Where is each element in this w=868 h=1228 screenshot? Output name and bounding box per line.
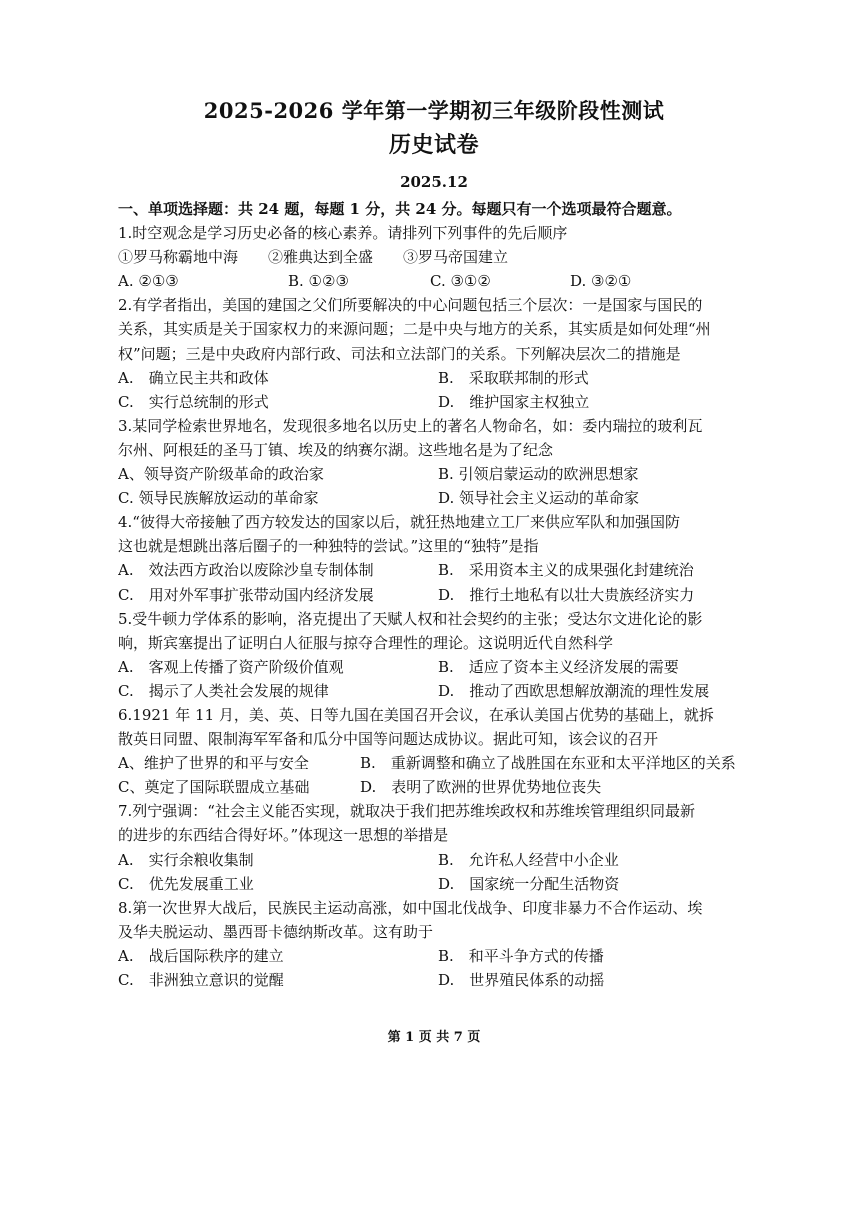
q1-stem: 1.时空观念是学习历史必备的核心素养。请排列下列事件的先后顺序: [118, 224, 568, 243]
q4-options-row-2: [118, 583, 742, 607]
q8-option-a: A. 战后国际秩序的建立: [118, 946, 284, 965]
q5-option-a: A. 客观上传播了资产阶级价值观: [118, 657, 344, 676]
q7-options-row-1: [118, 848, 742, 872]
q1-option-a: A. ②①③: [118, 272, 179, 291]
q7-options-row-2: [118, 872, 742, 896]
q4-option-c: C. 用对外军事扩张带动国内经济发展: [118, 585, 374, 604]
q7-option-b: B. 允许私人经营中小企业: [438, 850, 619, 869]
q1-option-b: B. ①②③: [288, 272, 349, 291]
q8-stem-line-2: 及华夫脱运动、墨西哥卡德纳斯改革。这有助于: [118, 922, 434, 941]
q6-stem-line-1: 6.1921 年 11 月，美、英、日等九国在美国召开会议，在承认美国占优势的基础上，就拆: [118, 705, 714, 724]
q8-option-b: B. 和平斗争方式的传播: [438, 946, 604, 965]
q4-option-b: B. 采用资本主义的成果强化封建统治: [438, 561, 694, 580]
q7-stem-line-2: 的进步的东西结合得好坏。”体现这一思想的举措是: [118, 826, 449, 845]
q6-options-row-1: [118, 751, 742, 775]
q2-stem-line-1: 2.有学者指出，美国的建国之父们所要解决的中心问题包括三个层次：一是国家与国民的: [118, 296, 703, 315]
q6-option-c: C、奠定了国际联盟成立基础: [118, 778, 310, 797]
q8-options-row-1: [118, 944, 742, 968]
q4-stem-line-2: 这也就是想跳出落后圈子的一种独特的尝试。”这里的“独特”是指: [118, 537, 539, 556]
q5-options-row-1: [118, 655, 742, 679]
q3-option-b: B. 引领启蒙运动的欧洲思想家: [438, 465, 639, 484]
q3-options-row-2: [118, 486, 742, 510]
exam-title: 2025-2026 学年第一学期初三年级阶段性测试: [203, 98, 665, 123]
q7-option-c: C. 优先发展重工业: [118, 874, 254, 893]
page-number: 第 1 页 共 7 页: [387, 1030, 481, 1045]
section-heading: 一、单项选择题：共 24 题，每题 1 分，共 24 分。每题只有一个选项最符合题意。: [118, 200, 682, 218]
q2-stem-line-2: 关系，其实质是关于国家权力的来源问题；二是中央与地方的关系，其实质是如何处理“州: [118, 320, 711, 339]
q6-options-row-2: [118, 775, 742, 799]
question-list: [118, 197, 742, 992]
q1-option-c: C. ③①②: [430, 272, 491, 291]
q3-options-row-1: [118, 462, 742, 486]
q4-option-d: D. 推行土地私有以壮大贵族经济实力: [438, 585, 695, 604]
q3-stem-line-2: 尔州、阿根廷的圣马丁镇、埃及的纳赛尔湖。这些地名是为了纪念: [118, 440, 554, 459]
q2-option-c: C. 实行总统制的形式: [118, 392, 269, 411]
exam-date: 2025.12: [400, 173, 468, 191]
q2-options-row-2: [118, 390, 742, 414]
q2-stem-line-3: 权”问题；三是中央政府内部行政、司法和立法部门的关系。下列解决层次二的措施是: [118, 344, 681, 363]
q8-options-row-2: [118, 968, 742, 992]
q3-stem-line-1: 3.某同学检索世界地名，发现很多地名以历史上的著名人物命名，如：委内瑞拉的玻利瓦: [118, 416, 703, 435]
q6-option-d: D. 表明了欧洲的世界优势地位丧失: [360, 778, 602, 797]
q1-items: ①罗马称霸地中海 ②雅典达到全盛 ③罗马帝国建立: [118, 248, 509, 267]
q8-option-d: D. 世界殖民体系的动摇: [438, 971, 605, 989]
q6-option-b: B. 重新调整和确立了战胜国在东亚和太平洋地区的关系: [360, 754, 736, 773]
q7-stem-line-1: 7.列宁强调：“社会主义能否实现，就取决于我们把苏维埃政权和苏维埃管理组织同最新: [118, 802, 695, 821]
q4-stem-line-1: 4.“彼得大帝接触了西方较发达的国家以后，就狂热地建立工厂来供应军队和加强国防: [118, 513, 680, 532]
q8-stem-line-1: 8.第一次世界大战后，民族民主运动高涨，如中国北伐战争、印度非暴力不合作运动、埃: [118, 898, 703, 917]
q8-option-c: C. 非洲独立意识的觉醒: [118, 971, 284, 989]
q5-stem-line-2: 响，斯宾塞提出了证明白人征服与掠夺合理性的理论。这说明近代自然科学: [118, 633, 614, 652]
q6-option-a: A、维护了世界的和平与安全: [118, 754, 309, 773]
q3-option-a: A、领导资产阶级革命的政治家: [118, 465, 324, 484]
q2-option-d: D. 维护国家主权独立: [438, 392, 590, 411]
q4-options-row-1: [118, 558, 742, 582]
q5-option-b: B. 适应了资本主义经济发展的需要: [438, 657, 679, 676]
q2-option-b: B. 采取联邦制的形式: [438, 368, 589, 387]
q4-option-a: A. 效法西方政治以废除沙皇专制体制: [118, 561, 374, 580]
q3-option-c: C. 领导民族解放运动的革命家: [118, 489, 319, 508]
q5-options-row-2: [118, 679, 742, 703]
q5-option-d: D. 推动了西欧思想解放潮流的理性发展: [438, 681, 710, 700]
q6-stem-line-2: 散英日同盟、限制海军军备和瓜分中国等问题达成协议。据此可知，该会议的召开: [118, 730, 659, 749]
exam-subtitle: 历史试卷: [388, 132, 479, 158]
q2-option-a: A. 确立民主共和政体: [118, 368, 269, 387]
q2-options-row-1: [118, 366, 742, 390]
q7-option-d: D. 国家统一分配生活物资: [438, 874, 620, 893]
q7-option-a: A. 实行余粮收集制: [118, 850, 254, 869]
q1-options: [118, 269, 742, 293]
q1-option-d: D. ③②①: [570, 272, 632, 291]
q5-stem-line-1: 5.受牛顿力学体系的影响，洛克提出了天赋人权和社会契约的主张；受达尔文进化论的影: [118, 609, 703, 628]
q3-option-d: D. 领导社会主义运动的革命家: [438, 489, 640, 508]
q5-option-c: C. 揭示了人类社会发展的规律: [118, 681, 329, 700]
